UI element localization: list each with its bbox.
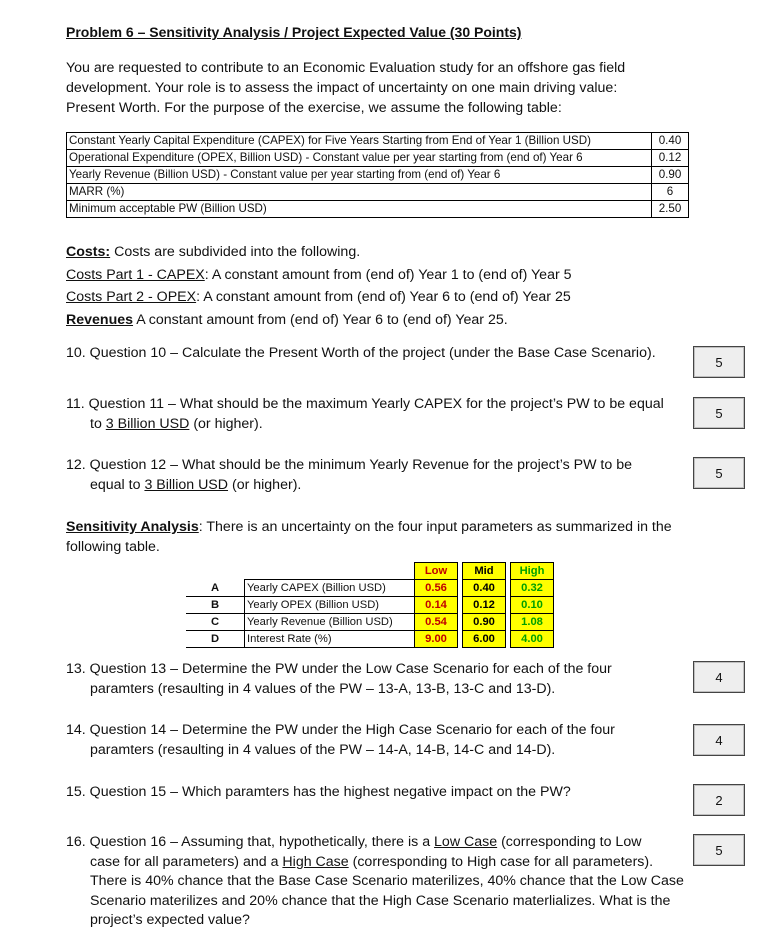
q16-text: (corresponding to High case for all parameters). — [348, 853, 654, 870]
intro-line: You are requested to contribute to an Economic Evaluation study for an offshore gas field — [66, 60, 626, 76]
score-box-q12: 5 — [693, 457, 745, 489]
q16-text: case for all parameters) and a — [90, 853, 283, 870]
row-name: Yearly OPEX (Billion USD) — [245, 597, 415, 614]
sensitivity-heading: Sensitivity Analysis — [66, 519, 199, 535]
question-13-line1: 13. Question 13 – Determine the PW under the Low Case Scenario for each of the four — [66, 661, 612, 677]
score-box-q15: 2 — [693, 784, 745, 816]
table-row — [67, 167, 689, 184]
param-label: Yearly Revenue (Billion USD) - Constant value per year starting from (end of) Year 6 — [67, 167, 652, 184]
low-value: 0.14 — [415, 597, 458, 614]
q12-text-end: (or higher). — [228, 477, 302, 493]
sensitivity-heading-rest: : There is an uncertainty on the four input parameters as summarized in the — [198, 519, 672, 535]
question-14-line2: paramters (resaulting in 4 values of the PW – 14-A, 14-B, 14-C and 14-D). — [90, 742, 556, 758]
high-value: 0.32 — [511, 580, 554, 597]
revenues-line — [66, 309, 572, 332]
revenues-text: A constant amount from (end of) Year 6 to (end of) Year 25. — [133, 311, 508, 328]
low-value: 0.54 — [415, 614, 458, 631]
blank-cell — [245, 563, 415, 580]
question-16 — [66, 833, 684, 931]
mid-value: 0.90 — [463, 614, 506, 631]
row-name: Interest Rate (%) — [245, 631, 415, 648]
table-row — [67, 133, 689, 150]
col-header-high: High — [511, 563, 554, 580]
question-16-line1 — [66, 833, 684, 853]
question-11-line1: 11. Question 11 – What should be the maximum Yearly CAPEX for the project’s PW to be equal — [66, 396, 664, 412]
row-letter: B — [186, 597, 245, 614]
costs-heading-line — [66, 241, 572, 264]
mid-value: 0.12 — [463, 597, 506, 614]
param-value: 6 — [652, 184, 689, 201]
high-value: 1.08 — [511, 614, 554, 631]
q12-text: equal to — [90, 477, 145, 493]
row-letter: D — [186, 631, 245, 648]
q16-high-case: High Case — [282, 853, 349, 870]
param-label: Operational Expenditure (OPEX, Billion USD) - Constant value per year starting from (end of) Year 6 — [67, 150, 652, 167]
capex-line — [66, 264, 572, 287]
question-16-line5: project’s expected value? — [90, 912, 250, 928]
capex-text: : A constant amount from (end of) Year 1 to (end of) Year 5 — [204, 266, 572, 283]
low-value: 0.56 — [415, 580, 458, 597]
score-box-q14: 4 — [693, 724, 745, 756]
question-12 — [66, 455, 632, 495]
intro-line: Present Worth. For the purpose of the exercise, we assume the following table: — [66, 100, 562, 116]
table-row — [67, 201, 689, 218]
score-box-q11: 5 — [693, 397, 745, 429]
question-11-line2 — [66, 414, 664, 434]
question-11 — [66, 394, 664, 434]
opex-line — [66, 286, 572, 309]
score-box-q10: 5 — [693, 346, 745, 378]
question-13-line2: paramters (resaulting in 4 values of the PW – 13-A, 13-B, 13-C and 13-D). — [90, 681, 556, 697]
col-header-low: Low — [415, 563, 458, 580]
col-header-mid: Mid — [463, 563, 506, 580]
question-14-line1: 14. Question 14 – Determine the PW under the High Case Scenario for each of the four — [66, 722, 615, 738]
table-row — [67, 184, 689, 201]
intro-line: development. Your role is to assess the impact of uncertainty on one main driving value: — [66, 80, 618, 96]
q16-text: 16. Question 16 – Assuming that, hypothetically, there is a — [66, 834, 435, 850]
table-row — [186, 614, 554, 631]
high-value: 0.10 — [511, 597, 554, 614]
table-header-row — [186, 563, 554, 580]
param-value: 2.50 — [652, 201, 689, 218]
score-box-q13: 4 — [693, 661, 745, 693]
table-row — [186, 631, 554, 648]
row-letter: A — [186, 580, 245, 597]
opex-label: Costs Part 2 - OPEX — [66, 289, 197, 305]
low-value: 9.00 — [415, 631, 458, 648]
question-16-line3: There is 40% chance that the Base Case Scenario materilizes, 40% chance that the Low Case — [90, 873, 684, 889]
question-15: 15. Question 15 – Which paramters has the highest negative impact on the PW? — [66, 784, 571, 800]
costs-section — [66, 241, 572, 331]
mid-value: 6.00 — [463, 631, 506, 648]
question-12-line1: 12. Question 12 – What should be the minimum Yearly Revenue for the project’s PW to be — [66, 457, 632, 473]
sensitivity-line2: following table. — [66, 539, 160, 555]
costs-heading-rest: Costs are subdivided into the following. — [110, 244, 361, 260]
param-value: 0.12 — [652, 150, 689, 167]
q12-threshold: 3 Billion USD — [144, 477, 229, 493]
question-12-line2 — [66, 475, 632, 495]
table-row — [186, 580, 554, 597]
intro-paragraph — [66, 58, 625, 118]
question-14 — [66, 720, 615, 760]
opex-text: : A constant amount from (end of) Year 6 to (end of) Year 25 — [196, 289, 571, 305]
param-value: 0.90 — [652, 167, 689, 184]
sensitivity-intro — [66, 517, 672, 557]
blank-cell — [186, 563, 245, 580]
q11-threshold: 3 Billion USD — [105, 416, 190, 432]
question-16-line2 — [66, 853, 684, 873]
table-row — [186, 597, 554, 614]
high-value: 4.00 — [511, 631, 554, 648]
sensitivity-line1 — [66, 517, 672, 537]
question-13 — [66, 659, 612, 699]
param-label: MARR (%) — [67, 184, 652, 201]
param-label: Minimum acceptable PW (Billion USD) — [67, 201, 652, 218]
mid-value: 0.40 — [463, 580, 506, 597]
q11-text-end: (or higher). — [189, 416, 263, 432]
table-row — [67, 150, 689, 167]
param-label: Constant Yearly Capital Expenditure (CAPEX) for Five Years Starting from End of Year 1 (Billion USD) — [67, 133, 652, 150]
param-value: 0.40 — [652, 133, 689, 150]
capex-label: Costs Part 1 - CAPEX — [66, 266, 205, 283]
costs-heading: Costs: — [66, 244, 111, 260]
score-box-q16: 5 — [693, 834, 745, 866]
row-name: Yearly Revenue (Billion USD) — [245, 614, 415, 631]
q16-low-case: Low Case — [434, 834, 498, 850]
revenues-label: Revenues — [66, 311, 134, 328]
row-name: Yearly CAPEX (Billion USD) — [245, 580, 415, 597]
q11-text: to — [90, 416, 106, 432]
q16-text: (corresponding to Low — [497, 834, 642, 850]
problem-title: Problem 6 – Sensitivity Analysis / Project Expected Value (30 Points) — [66, 24, 522, 40]
sensitivity-table — [186, 562, 554, 648]
parameter-table — [66, 132, 689, 218]
row-letter: C — [186, 614, 245, 631]
question-16-line4: Scenario materilizes and 20% chance that the High Case Scenario materlializes. What is the — [90, 892, 671, 909]
question-10: 10. Question 10 – Calculate the Present Worth of the project (under the Base Case Scenario). — [66, 345, 656, 361]
